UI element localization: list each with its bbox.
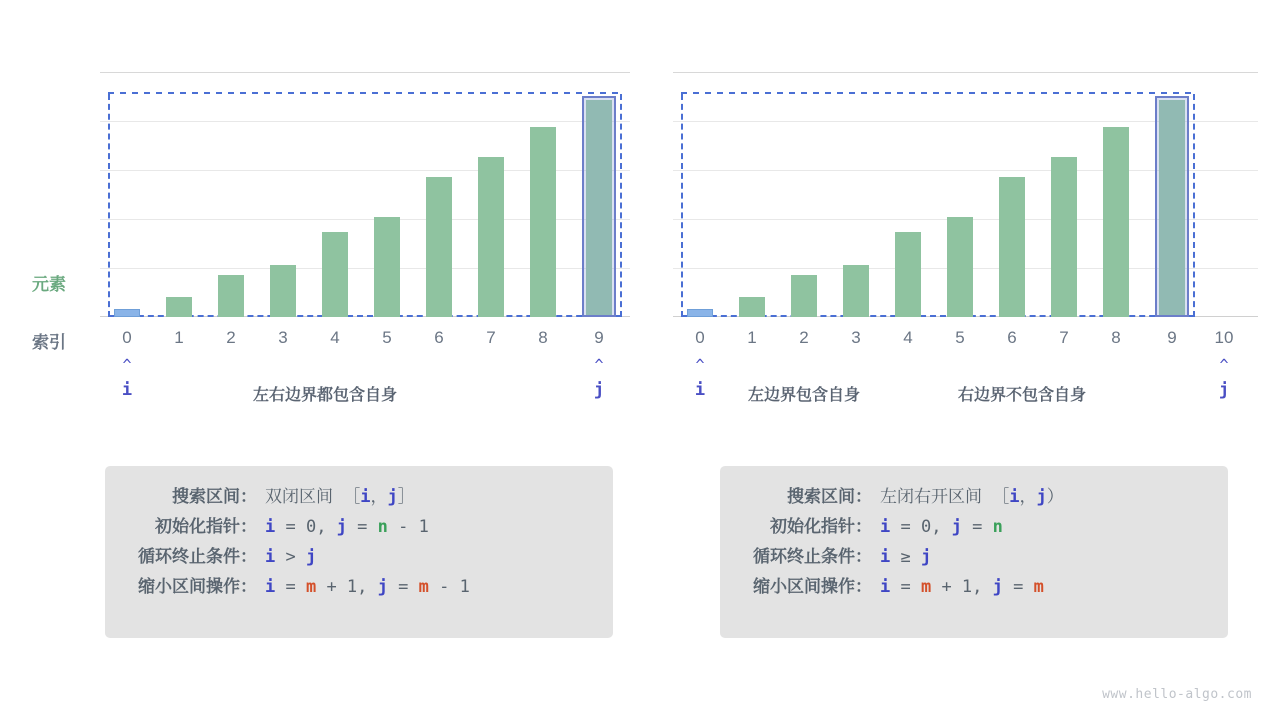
info-key: 循环终止条件： bbox=[753, 547, 872, 566]
index-tick: 10 bbox=[1214, 328, 1234, 347]
bar-2 bbox=[218, 275, 244, 317]
highlight-box-index-9 bbox=[1155, 96, 1189, 317]
index-tick: 2 bbox=[226, 328, 236, 347]
info-key: 搜索区间： bbox=[787, 487, 872, 506]
info-key: 缩小区间操作： bbox=[138, 577, 257, 596]
y-axis-label: 元素 bbox=[32, 275, 66, 294]
index-tick: 0 bbox=[122, 328, 132, 347]
info-row bbox=[742, 542, 1206, 572]
bar-group-left bbox=[100, 72, 630, 317]
index-axis-left bbox=[100, 328, 630, 354]
info-value: i > j bbox=[265, 547, 317, 567]
info-key: 初始化指针： bbox=[155, 517, 257, 536]
info-row bbox=[127, 542, 591, 572]
pointer-j: j bbox=[593, 380, 605, 400]
highlight-box-index-9 bbox=[582, 96, 616, 317]
index-tick: 7 bbox=[1059, 328, 1069, 347]
infobox-half-open bbox=[720, 466, 1228, 638]
index-tick: 6 bbox=[1007, 328, 1017, 347]
x-axis-label: 索引 bbox=[32, 333, 66, 352]
info-row bbox=[742, 512, 1206, 542]
info-row bbox=[127, 512, 591, 542]
index-tick: 2 bbox=[799, 328, 809, 347]
info-value: i = 0, j = n - 1 bbox=[265, 517, 429, 537]
bar-4 bbox=[895, 232, 921, 317]
info-key: 初始化指针： bbox=[770, 517, 872, 536]
caret-i: ^ bbox=[695, 356, 705, 374]
caret-j: ^ bbox=[594, 356, 604, 374]
info-key: 搜索区间： bbox=[172, 487, 257, 506]
info-value: 左闭右开区间 ［i，j） bbox=[880, 487, 1064, 507]
bar-8 bbox=[1103, 127, 1129, 317]
index-tick: 0 bbox=[695, 328, 705, 347]
pointer-i: i bbox=[121, 380, 133, 400]
bar-2 bbox=[791, 275, 817, 317]
info-value: i = 0, j = n bbox=[880, 517, 1003, 537]
bar-6 bbox=[426, 177, 452, 317]
index-tick: 3 bbox=[278, 328, 288, 347]
caret-i: ^ bbox=[122, 356, 132, 374]
watermark: www.hello-algo.com bbox=[1102, 687, 1252, 702]
bar-5 bbox=[374, 217, 400, 317]
index-tick: 3 bbox=[851, 328, 861, 347]
bar-0 bbox=[114, 309, 140, 317]
info-row bbox=[127, 482, 591, 512]
info-row bbox=[742, 482, 1206, 512]
info-value: i = m + 1, j = m - 1 bbox=[265, 577, 470, 597]
info-value: i ≥ j bbox=[880, 547, 932, 567]
pointer-j: j bbox=[1218, 380, 1230, 400]
range-caption: 左右边界都包含自身 bbox=[253, 387, 398, 404]
panel-half-open-interval bbox=[620, 0, 1280, 720]
info-key: 缩小区间操作： bbox=[753, 577, 872, 596]
bar-6 bbox=[999, 177, 1025, 317]
index-tick: 8 bbox=[1111, 328, 1121, 347]
index-tick: 1 bbox=[747, 328, 757, 347]
bar-5 bbox=[947, 217, 973, 317]
bar-4 bbox=[322, 232, 348, 317]
info-row bbox=[742, 572, 1206, 602]
pointer-i: i bbox=[694, 380, 706, 400]
index-tick: 6 bbox=[434, 328, 444, 347]
index-tick: 1 bbox=[174, 328, 184, 347]
index-tick: 5 bbox=[382, 328, 392, 347]
chart-right bbox=[673, 72, 1258, 317]
bar-8 bbox=[530, 127, 556, 317]
info-value: 双闭区间 ［i，j］ bbox=[265, 487, 415, 507]
range-caption-left: 左边界包含自身 bbox=[748, 387, 861, 404]
index-tick: 9 bbox=[594, 328, 604, 347]
index-tick: 9 bbox=[1167, 328, 1177, 347]
bar-1 bbox=[739, 297, 765, 317]
bar-7 bbox=[478, 157, 504, 317]
info-key: 循环终止条件： bbox=[138, 547, 257, 566]
bar-0 bbox=[687, 309, 713, 317]
bar-7 bbox=[1051, 157, 1077, 317]
index-tick: 4 bbox=[903, 328, 913, 347]
index-tick: 5 bbox=[955, 328, 965, 347]
bar-3 bbox=[270, 265, 296, 317]
range-caption-right: 右边界不包含自身 bbox=[958, 387, 1087, 404]
index-tick: 8 bbox=[538, 328, 548, 347]
index-tick: 7 bbox=[486, 328, 496, 347]
caret-j: ^ bbox=[1219, 356, 1229, 374]
info-value: i = m + 1, j = m bbox=[880, 577, 1044, 597]
chart-left bbox=[100, 72, 630, 317]
index-tick: 4 bbox=[330, 328, 340, 347]
info-row bbox=[127, 572, 591, 602]
index-axis-right bbox=[673, 328, 1258, 354]
bar-3 bbox=[843, 265, 869, 317]
infobox-closed bbox=[105, 466, 613, 638]
bar-1 bbox=[166, 297, 192, 317]
